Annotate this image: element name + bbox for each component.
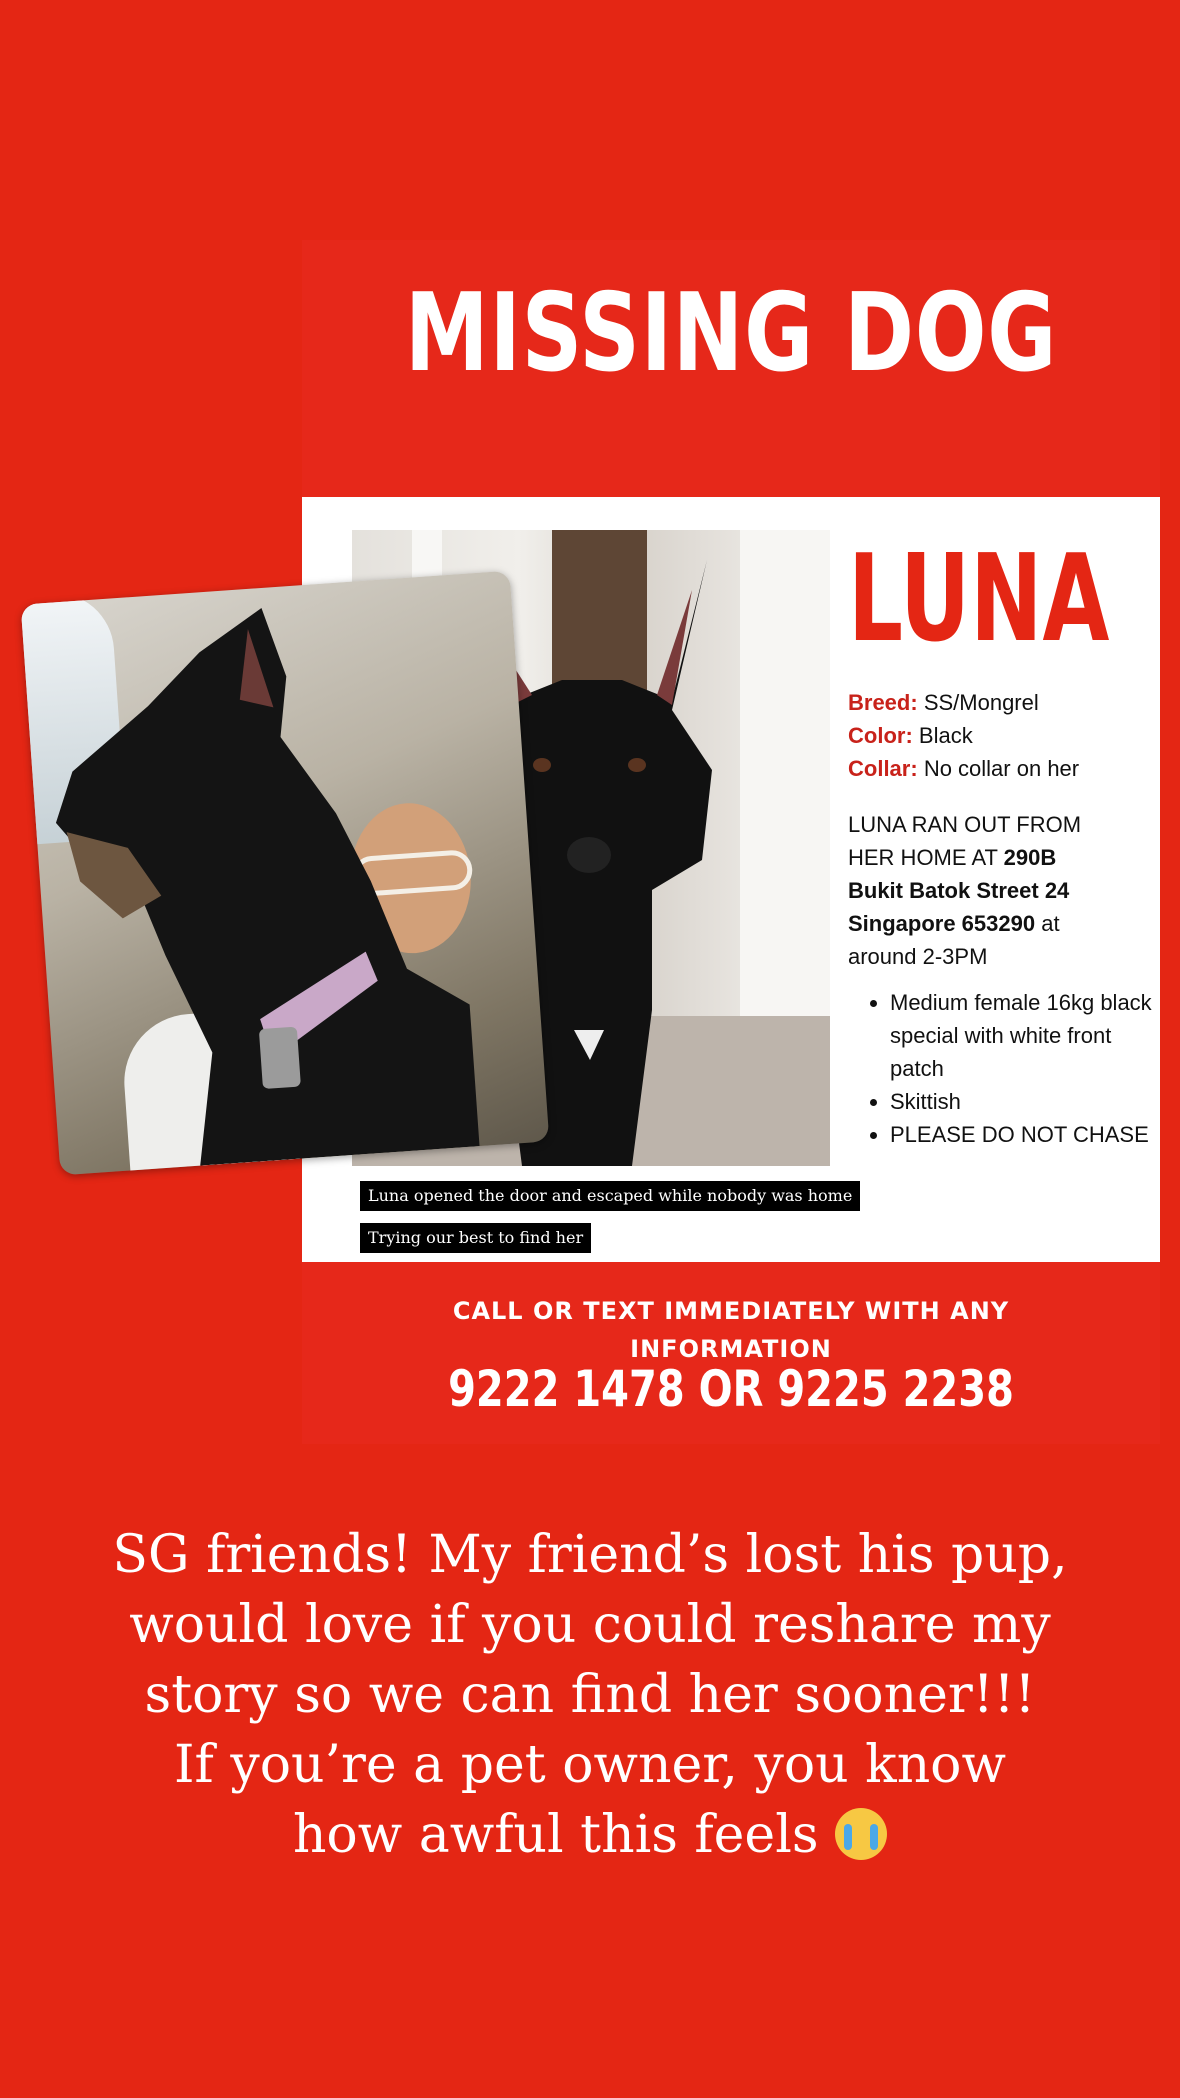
breed-value: SS/Mongrel bbox=[923, 690, 1039, 715]
story-line: Bukit Batok Street 24 bbox=[848, 878, 1070, 903]
escape-story bbox=[848, 808, 1158, 973]
story-line: HER HOME AT 290B bbox=[848, 845, 1057, 870]
story-line: LUNA RAN OUT FROM bbox=[848, 812, 1082, 837]
phone-numbers[interactable]: 9222 1478 OR 9225 2238 bbox=[448, 1360, 1014, 1418]
collar-value: No collar on her bbox=[923, 756, 1080, 781]
caption-escape: Luna opened the door and escaped while nobody was home bbox=[360, 1181, 860, 1211]
list-item: • Medium female 16kg black special with white front patch bbox=[890, 986, 1158, 1085]
list-item: • Skittish bbox=[890, 1085, 1158, 1118]
collar-row bbox=[848, 752, 1158, 785]
story-line: around 2-3PM bbox=[848, 944, 988, 969]
dog-figure-selfie bbox=[21, 571, 550, 1176]
poster-footer bbox=[302, 1262, 1160, 1444]
color-row bbox=[848, 719, 1158, 752]
dog-traits-list bbox=[868, 986, 1158, 1151]
call-to-action: CALL OR TEXT IMMEDIATELY WITH ANY INFORMATION bbox=[452, 1297, 1010, 1363]
crying-face-icon bbox=[835, 1808, 887, 1860]
story-line: Singapore 653290 at bbox=[848, 911, 1060, 936]
dog-details bbox=[848, 686, 1158, 785]
breed-label: Breed: bbox=[848, 690, 918, 715]
list-item: • PLEASE DO NOT CHASE bbox=[890, 1118, 1158, 1151]
poster-title: MISSING DOG bbox=[404, 271, 1058, 396]
dog-name: LUNA bbox=[848, 530, 1110, 669]
collar-label: Collar: bbox=[848, 756, 918, 781]
color-label: Color: bbox=[848, 723, 913, 748]
color-value: Black bbox=[918, 723, 973, 748]
story-caption: SG friends! My friend’s lost his pup, would love if you could reshare my story so we can find her sooner!!! If you’re a pet owner, you know how awful this feels bbox=[112, 1525, 1068, 1865]
poster-header bbox=[302, 240, 1160, 497]
selfie-photo bbox=[21, 571, 550, 1176]
breed-row bbox=[848, 686, 1158, 719]
caption-searching: Trying our best to find her bbox=[360, 1223, 591, 1253]
